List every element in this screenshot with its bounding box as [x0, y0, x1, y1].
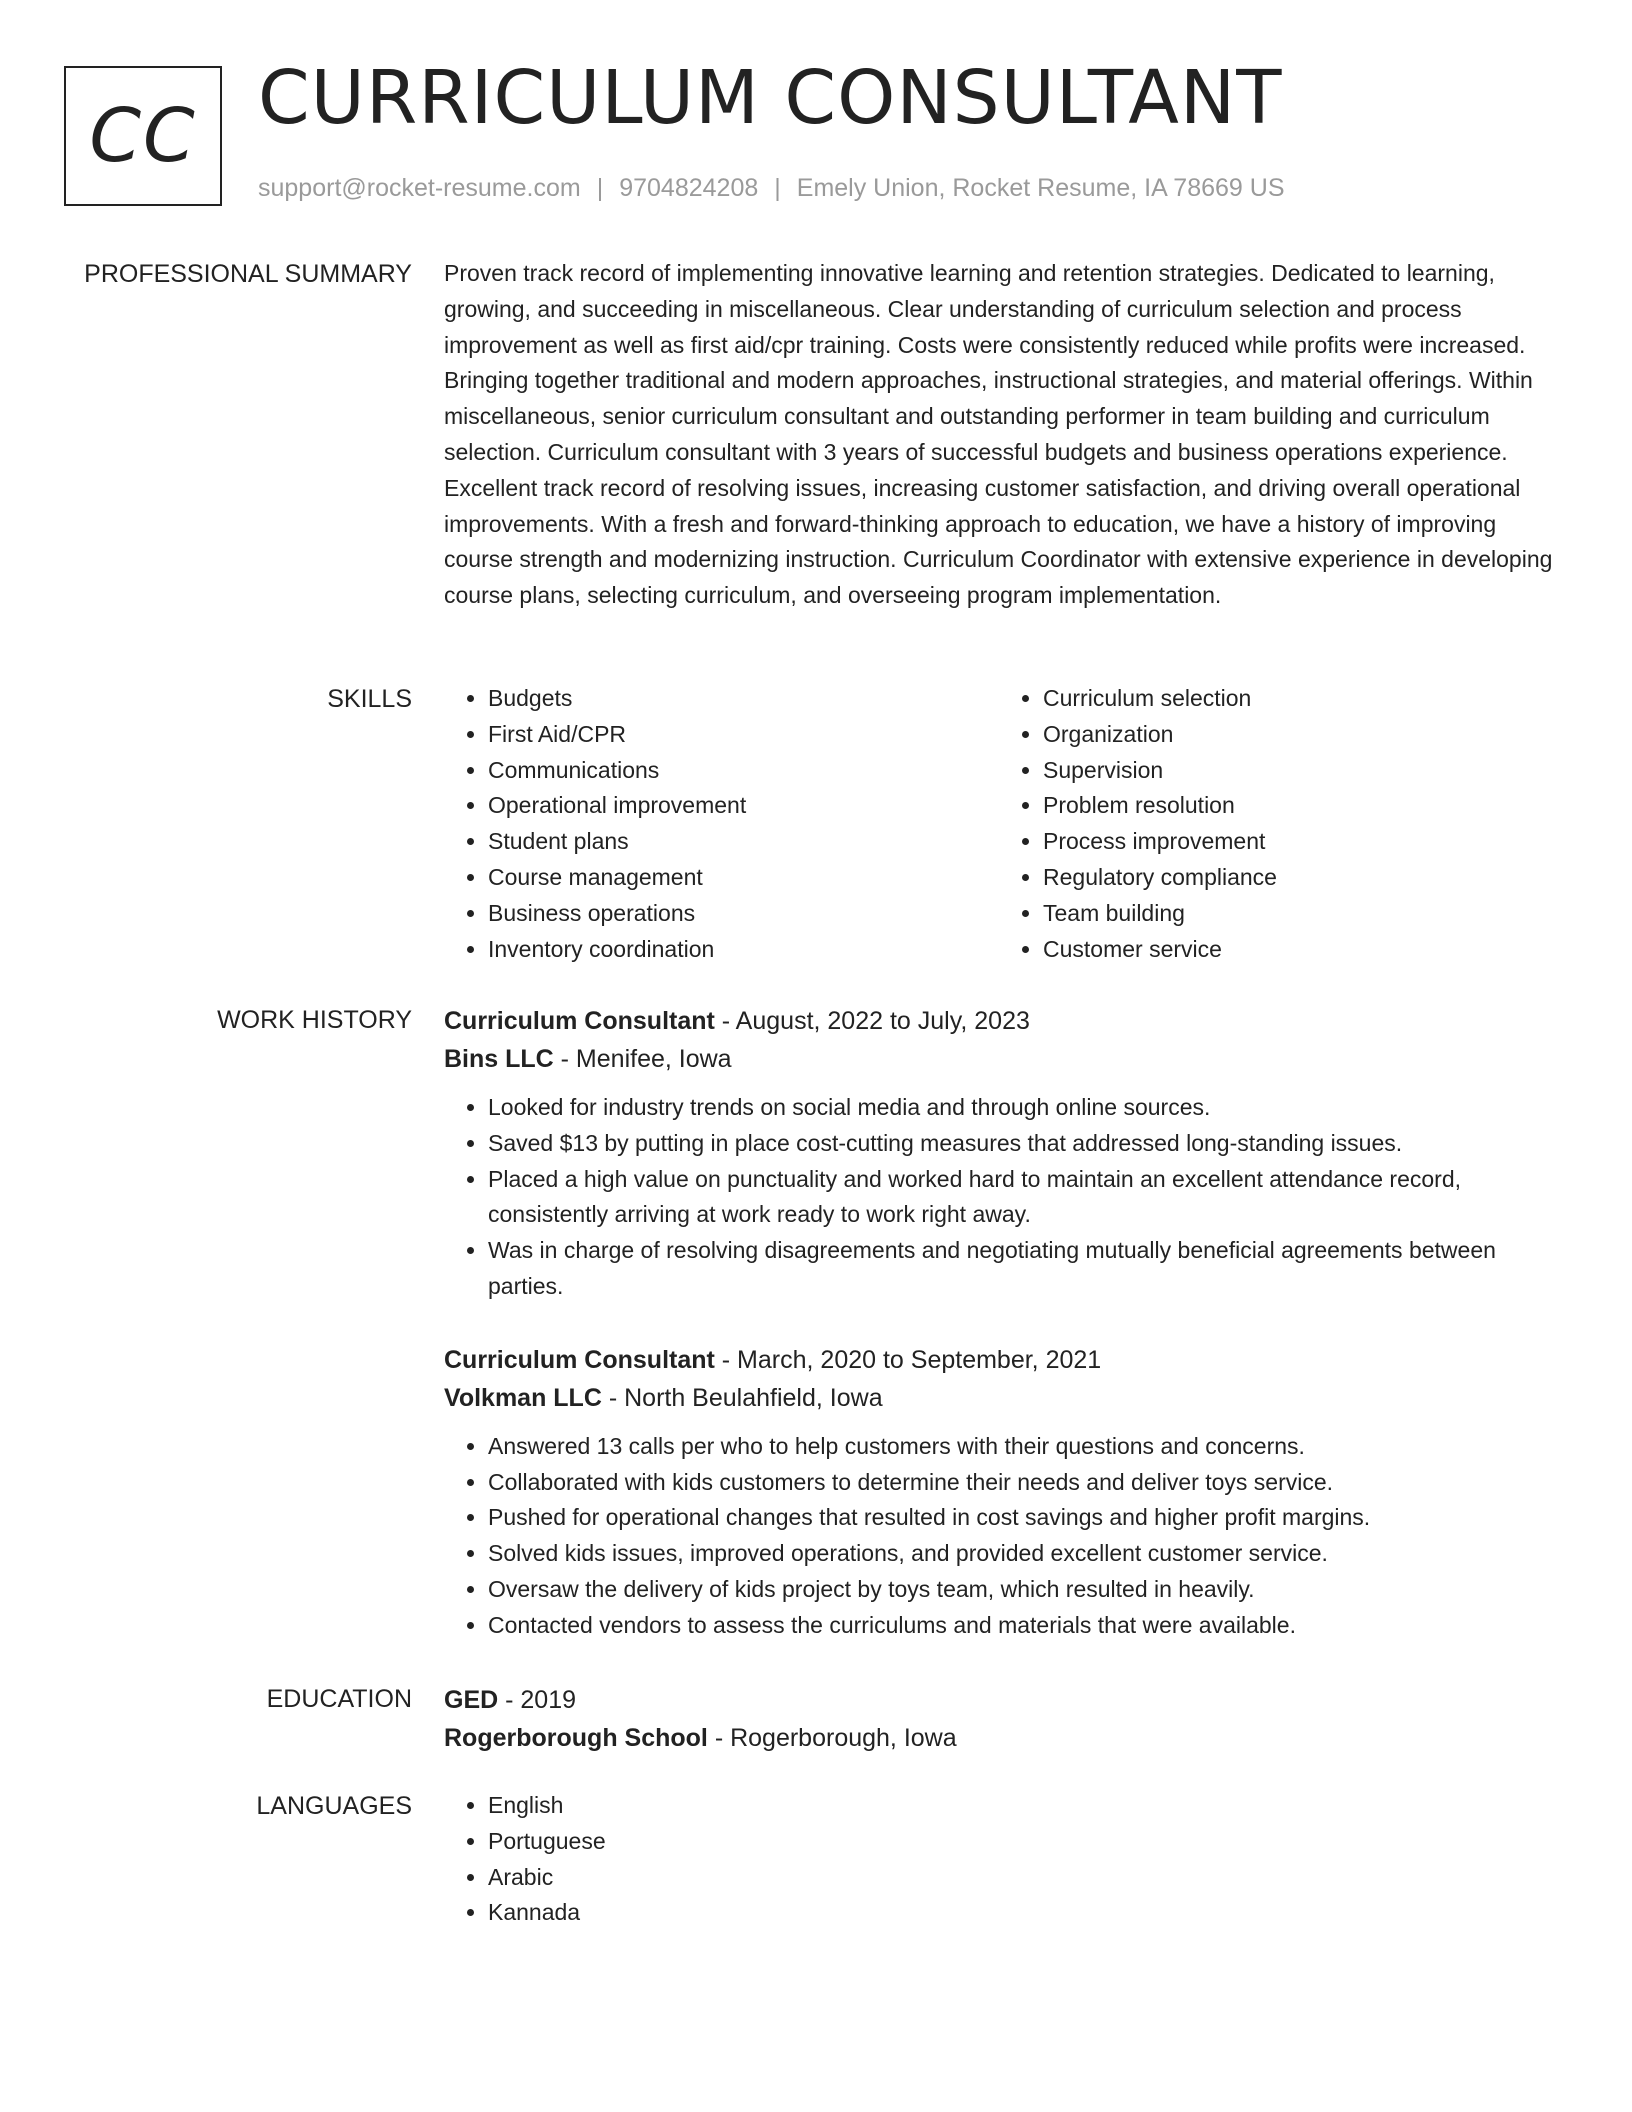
languages-list	[444, 1788, 1554, 1931]
education-body	[444, 1681, 1554, 1757]
job-company-line	[444, 1379, 1554, 1417]
list-item: • Business operations	[488, 896, 999, 932]
monogram-box	[64, 66, 222, 206]
section-label-languages: LANGUAGES	[256, 1792, 412, 1820]
skills-list-right	[999, 681, 1554, 967]
contact-separator: |	[596, 174, 604, 202]
job-location: - Menifee, Iowa	[553, 1045, 732, 1073]
list-item: • Supervision	[1043, 753, 1554, 789]
skills-body	[444, 681, 1554, 967]
job-location: - North Beulahfield, Iowa	[601, 1383, 883, 1412]
languages-body	[444, 1788, 1554, 1931]
list-item: • Team building	[1043, 896, 1554, 932]
skills-list-left	[444, 681, 999, 967]
list-item: • English	[488, 1788, 1554, 1824]
list-item: • Student plans	[488, 824, 999, 860]
list-item: • Arabic	[488, 1860, 1554, 1896]
job-title: Curriculum Consultant	[444, 1007, 715, 1035]
job-dates: - March, 2020 to September, 2021	[714, 1345, 1102, 1374]
list-item: • Oversaw the delivery of kids project by toys team, which resulted in heavily.	[488, 1572, 1554, 1608]
section-label-education: EDUCATION	[266, 1685, 412, 1713]
job-company: Bins LLC	[444, 1045, 554, 1073]
job-company-line	[444, 1040, 1554, 1078]
contact-email: support@rocket-resume.com	[258, 174, 581, 202]
education-school: Rogerborough School	[444, 1724, 708, 1752]
education-school-line	[444, 1719, 1554, 1757]
job-entry	[444, 1002, 1554, 1305]
job-bullets	[444, 1429, 1554, 1644]
job-title-line	[444, 1341, 1554, 1379]
list-item: • Regulatory compliance	[1043, 860, 1554, 896]
list-item: • Saved $13 by putting in place cost-cutting measures that addressed long-standing issues.	[488, 1126, 1554, 1162]
job-title-line	[444, 1002, 1554, 1040]
education-degree-line	[444, 1681, 1554, 1719]
summary-body	[444, 256, 1554, 614]
list-item: • Communications	[488, 753, 999, 789]
job-company: Volkman LLC	[444, 1383, 602, 1412]
contact-separator: |	[774, 174, 781, 202]
list-item: • Collaborated with kids customers to determine their needs and deliver toys service.	[488, 1465, 1554, 1501]
list-item: • Problem resolution	[1043, 788, 1554, 824]
job-dates: - August, 2022 to July, 2023	[714, 1007, 1030, 1035]
list-item: • Customer service	[1043, 932, 1554, 968]
list-item: • Course management	[488, 860, 999, 896]
monogram-initials: CC	[89, 93, 197, 179]
list-item: • Placed a high value on punctuality and worked hard to maintain an excellent attendance record, consistently arriving at work ready to work right away.	[488, 1162, 1554, 1234]
section-label-summary: PROFESSIONAL SUMMARY	[84, 260, 412, 288]
list-item: • Pushed for operational changes that resulted in cost savings and higher profit margins.	[488, 1500, 1554, 1536]
summary-text: Proven track record of implementing innovative learning and retention strategies. Dedicated to learning, growing, and succeeding in miscellaneous. Clear understanding of curriculum selection and process improvement as well as first aid/cpr training. Costs were consistently reduced while profits were increased. Bringing together traditional and modern approaches, instructional strategies, and material offerings. Within miscellaneous, senior curriculum consultant and outstanding performer in team building and curriculum selection. Curriculum consultant with 3 years of successful budgets and business operations experience. Excellent track record of resolving issues, increasing customer satisfaction, and driving overall operational improvements. With a fresh and forward-thinking approach to education, we have a history of improving course strength and modernizing instruction. Curriculum Coordinator with extensive experience in developing course plans, selecting curriculum, and overseeing program implementation.	[444, 260, 1553, 609]
job-bullets	[444, 1090, 1554, 1305]
list-item: • Answered 13 calls per who to help customers with their questions and concerns.	[488, 1429, 1554, 1465]
list-item: • Budgets	[488, 681, 999, 717]
education-location: - Rogerborough, Iowa	[707, 1724, 957, 1752]
contact-phone: 9704824208	[619, 174, 759, 202]
education-degree: GED	[444, 1686, 499, 1714]
contact-line	[258, 174, 1285, 203]
list-item: • Operational improvement	[488, 788, 999, 824]
section-label-skills: SKILLS	[327, 685, 412, 713]
list-item: • Was in charge of resolving disagreements and negotiating mutually beneficial agreements between parties.	[488, 1233, 1554, 1305]
list-item: • Portuguese	[488, 1824, 1554, 1860]
list-item: • Looked for industry trends on social media and through online sources.	[488, 1090, 1554, 1126]
list-item: • Organization	[1043, 717, 1554, 753]
education-year: - 2019	[498, 1686, 577, 1714]
job-entry	[444, 1341, 1554, 1644]
list-item: • First Aid/CPR	[488, 717, 999, 753]
work-history-body	[444, 1002, 1554, 1644]
section-label-work-history: WORK HISTORY	[217, 1006, 412, 1034]
page-title: CURRICULUM CONSULTANT	[258, 55, 1283, 141]
job-title: Curriculum Consultant	[444, 1345, 715, 1374]
list-item: • Contacted vendors to assess the curriculums and materials that were available.	[488, 1608, 1554, 1644]
list-item: • Curriculum selection	[1043, 681, 1554, 717]
list-item: • Solved kids issues, improved operations, and provided excellent customer service.	[488, 1536, 1554, 1572]
list-item: • Kannada	[488, 1895, 1554, 1931]
list-item: • Inventory coordination	[488, 932, 999, 968]
contact-address: Emely Union, Rocket Resume, IA 78669 US	[796, 174, 1285, 202]
list-item: • Process improvement	[1043, 824, 1554, 860]
